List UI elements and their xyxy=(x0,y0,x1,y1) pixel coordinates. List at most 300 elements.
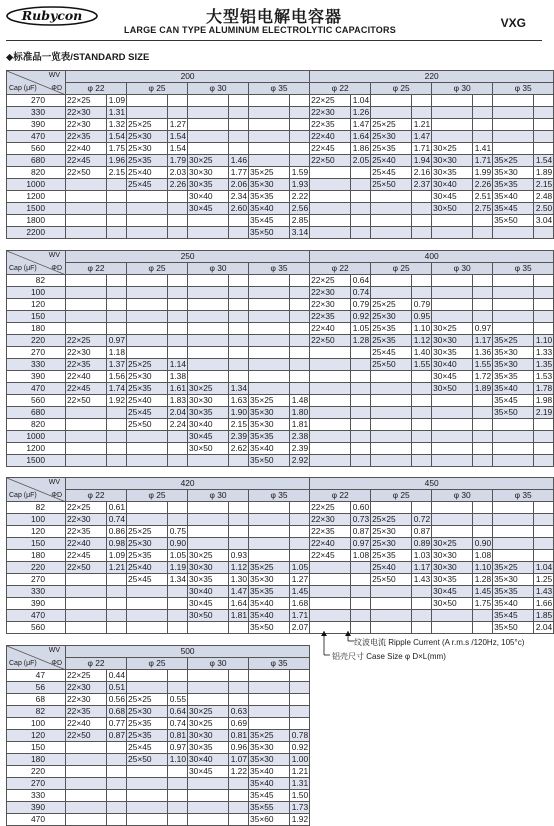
ripple-current-cell: 1.05 xyxy=(168,550,188,562)
ripple-current-cell: 1.98 xyxy=(534,395,554,407)
ripple-current-cell xyxy=(168,586,188,598)
case-size-cell: 35×45 xyxy=(493,610,534,622)
ripple-current-cell xyxy=(473,431,493,443)
capacitance-cell: 470 xyxy=(7,383,66,395)
case-size-cell: 22×40 xyxy=(66,718,107,730)
ripple-current-cell: 1.04 xyxy=(534,562,554,574)
case-size-cell: 35×25 xyxy=(249,730,290,742)
case-size-cell: 22×35 xyxy=(310,119,351,131)
case-size-cell xyxy=(493,502,534,514)
case-size-cell xyxy=(432,215,473,227)
case-size-cell xyxy=(310,167,351,179)
case-size-cell xyxy=(66,275,107,287)
case-size-cell xyxy=(432,455,473,467)
case-size-cell: 22×40 xyxy=(310,323,351,335)
ripple-current-cell xyxy=(168,95,188,107)
ripple-current-cell xyxy=(412,443,432,455)
table-row xyxy=(7,167,554,179)
table-row xyxy=(7,119,554,131)
ripple-current-cell: 2.51 xyxy=(473,191,493,203)
ripple-current-cell xyxy=(351,191,371,203)
ripple-current-cell xyxy=(107,299,127,311)
case-size-cell xyxy=(493,514,534,526)
header-divider xyxy=(6,40,542,41)
ripple-current-cell: 0.79 xyxy=(351,299,371,311)
ripple-current-cell: 1.33 xyxy=(534,347,554,359)
case-size-cell: 22×30 xyxy=(310,514,351,526)
ripple-current-cell: 1.00 xyxy=(290,754,310,766)
ripple-current-cell xyxy=(290,550,310,562)
case-size-cell xyxy=(127,778,168,790)
case-size-cell xyxy=(188,287,229,299)
case-size-cell xyxy=(432,107,473,119)
case-size-cell: 30×30 xyxy=(188,730,229,742)
corner-diameter-label: ΦD xyxy=(51,660,62,667)
table-row xyxy=(7,802,310,814)
case-size-cell xyxy=(310,227,351,239)
corner-cap-label: Cap (μF) xyxy=(9,265,37,272)
table-row xyxy=(7,95,554,107)
diameter-header: φ 30 xyxy=(432,263,493,275)
ripple-current-cell xyxy=(290,323,310,335)
case-size-cell xyxy=(188,814,229,826)
table-row xyxy=(7,383,554,395)
capacitance-cell: 270 xyxy=(7,778,66,790)
ripple-current-cell: 0.74 xyxy=(168,718,188,730)
diameter-header: φ 22 xyxy=(310,263,371,275)
ripple-current-cell: 1.27 xyxy=(290,574,310,586)
ripple-current-cell xyxy=(290,371,310,383)
voltage-header: 420 xyxy=(66,478,310,490)
case-size-cell: 30×35 xyxy=(432,167,473,179)
ripple-current-cell xyxy=(107,802,127,814)
ripple-current-cell: 2.50 xyxy=(534,203,554,215)
ripple-current-cell: 1.80 xyxy=(290,407,310,419)
ripple-current-cell xyxy=(534,514,554,526)
case-size-cell: 25×50 xyxy=(371,359,412,371)
ripple-current-cell: 1.30 xyxy=(229,574,249,586)
ripple-current-cell: 0.98 xyxy=(107,538,127,550)
ripple-current-cell xyxy=(473,395,493,407)
diameter-header: φ 30 xyxy=(432,490,493,502)
diameter-header: φ 25 xyxy=(127,263,188,275)
ripple-current-cell xyxy=(168,335,188,347)
case-size-cell xyxy=(493,550,534,562)
ripple-current-cell: 1.10 xyxy=(473,562,493,574)
case-size-cell: 30×40 xyxy=(432,179,473,191)
case-size-cell xyxy=(127,443,168,455)
capacitance-cell: 820 xyxy=(7,167,66,179)
ripple-current-cell xyxy=(168,766,188,778)
ripple-current-cell xyxy=(473,287,493,299)
capacitance-cell: 1500 xyxy=(7,455,66,467)
ripple-current-cell xyxy=(107,311,127,323)
ripple-current-cell xyxy=(290,670,310,682)
ripple-current-cell xyxy=(412,191,432,203)
table-row xyxy=(7,311,554,323)
ripple-current-cell: 0.87 xyxy=(351,526,371,538)
case-size-cell xyxy=(188,778,229,790)
case-size-cell: 30×50 xyxy=(432,383,473,395)
ripple-current-cell xyxy=(107,814,127,826)
case-size-cell: 25×40 xyxy=(127,167,168,179)
diameter-header: φ 30 xyxy=(432,83,493,95)
case-size-cell: 35×30 xyxy=(493,167,534,179)
ripple-current-cell: 0.63 xyxy=(229,706,249,718)
ripple-current-cell: 2.39 xyxy=(290,443,310,455)
ripple-current-cell xyxy=(351,371,371,383)
ripple-current-cell: 1.45 xyxy=(473,586,493,598)
case-size-cell xyxy=(188,131,229,143)
capacitance-cell: 220 xyxy=(7,766,66,778)
capacitance-cell: 120 xyxy=(7,526,66,538)
ripple-current-cell xyxy=(473,502,493,514)
ripple-current-cell xyxy=(290,95,310,107)
case-size-cell: 22×40 xyxy=(66,538,107,550)
case-size-cell: 30×40 xyxy=(188,586,229,598)
case-size-cell: 35×45 xyxy=(493,395,534,407)
ripple-current-cell: 1.22 xyxy=(229,766,249,778)
ripple-current-cell: 1.55 xyxy=(473,359,493,371)
ripple-current-cell xyxy=(290,299,310,311)
case-size-cell: 25×35 xyxy=(371,323,412,335)
ripple-current-cell: 1.81 xyxy=(229,610,249,622)
case-size-cell xyxy=(66,586,107,598)
case-size-cell: 30×35 xyxy=(188,742,229,754)
case-size-cell: 35×55 xyxy=(249,802,290,814)
ripple-current-cell: 1.50 xyxy=(290,790,310,802)
ripple-current-cell: 1.47 xyxy=(412,131,432,143)
ripple-current-cell xyxy=(290,359,310,371)
table-row xyxy=(7,574,554,586)
ripple-current-cell xyxy=(168,215,188,227)
case-size-cell xyxy=(249,311,290,323)
case-size-cell: 35×30 xyxy=(249,407,290,419)
ripple-current-cell: 1.08 xyxy=(473,550,493,562)
ripple-current-cell: 1.12 xyxy=(412,335,432,347)
case-size-cell: 35×40 xyxy=(493,383,534,395)
case-size-cell: 30×25 xyxy=(188,706,229,718)
ripple-current-cell xyxy=(412,371,432,383)
ripple-current-cell xyxy=(351,431,371,443)
ripple-current-cell xyxy=(107,443,127,455)
case-size-cell xyxy=(432,502,473,514)
case-size-cell: 22×40 xyxy=(310,131,351,143)
ripple-current-cell: 1.09 xyxy=(107,95,127,107)
legend-ripple-current: 纹波电流 Ripple Current (A r.m.s /120Hz, 105°c) xyxy=(354,638,525,647)
ripple-current-cell xyxy=(473,95,493,107)
case-size-cell xyxy=(249,502,290,514)
voltage-header-row xyxy=(7,478,554,490)
case-size-cell: 35×40 xyxy=(249,443,290,455)
case-size-cell xyxy=(249,550,290,562)
ripple-current-cell: 1.03 xyxy=(412,550,432,562)
ripple-current-cell: 1.36 xyxy=(473,347,493,359)
capacitance-cell: 82 xyxy=(7,275,66,287)
capacitance-cell: 82 xyxy=(7,502,66,514)
ripple-current-cell xyxy=(107,407,127,419)
case-size-cell: 25×35 xyxy=(371,550,412,562)
table-row xyxy=(7,191,554,203)
case-size-cell xyxy=(66,790,107,802)
case-size-cell: 22×25 xyxy=(66,670,107,682)
case-size-cell xyxy=(188,538,229,550)
case-size-cell xyxy=(249,538,290,550)
ripple-current-cell: 2.26 xyxy=(473,179,493,191)
case-size-cell: 35×50 xyxy=(249,622,290,634)
ripple-current-cell: 1.04 xyxy=(351,95,371,107)
ripple-current-cell: 1.21 xyxy=(412,119,432,131)
ripple-current-cell: 0.95 xyxy=(412,311,432,323)
capacitance-cell: 330 xyxy=(7,790,66,802)
ripple-current-cell xyxy=(107,419,127,431)
diameter-header: φ 25 xyxy=(371,83,432,95)
ripple-current-cell: 0.64 xyxy=(168,706,188,718)
ripple-current-cell: 1.77 xyxy=(229,167,249,179)
diameter-header: φ 22 xyxy=(66,83,127,95)
ripple-current-cell: 1.21 xyxy=(107,562,127,574)
capacitance-cell: 150 xyxy=(7,742,66,754)
case-size-cell xyxy=(371,598,412,610)
case-size-cell xyxy=(493,311,534,323)
ripple-current-cell xyxy=(473,455,493,467)
table-row xyxy=(7,179,554,191)
ripple-current-cell: 1.47 xyxy=(351,119,371,131)
corner-cell xyxy=(7,71,66,95)
corner-diameter-label: ΦD xyxy=(51,265,62,272)
capacitance-cell: 470 xyxy=(7,814,66,826)
ripple-current-cell: 1.09 xyxy=(107,550,127,562)
ripple-current-cell: 1.45 xyxy=(290,586,310,598)
ripple-current-cell: 0.97 xyxy=(107,335,127,347)
case-size-cell xyxy=(188,107,229,119)
corner-cap-label: Cap (μF) xyxy=(9,492,37,499)
ripple-current-cell: 2.03 xyxy=(168,167,188,179)
capacitance-cell: 330 xyxy=(7,586,66,598)
ripple-current-cell: 2.56 xyxy=(290,203,310,215)
case-size-cell xyxy=(66,622,107,634)
ripple-current-cell: 0.64 xyxy=(351,275,371,287)
ripple-current-cell: 0.60 xyxy=(351,502,371,514)
ripple-current-cell: 1.27 xyxy=(168,119,188,131)
ripple-current-cell xyxy=(534,131,554,143)
case-size-cell xyxy=(66,299,107,311)
voltage-header: 250 xyxy=(66,251,310,263)
case-size-cell xyxy=(371,502,412,514)
ripple-current-cell xyxy=(229,682,249,694)
case-size-cell xyxy=(249,275,290,287)
ripple-current-cell xyxy=(534,550,554,562)
case-size-cell xyxy=(371,586,412,598)
case-size-cell xyxy=(493,443,534,455)
ripple-current-cell: 2.26 xyxy=(168,179,188,191)
ripple-current-cell: 1.40 xyxy=(412,347,432,359)
diameter-header-row xyxy=(7,490,554,502)
case-size-cell: 25×50 xyxy=(371,574,412,586)
ripple-current-cell: 1.37 xyxy=(107,359,127,371)
case-size-cell xyxy=(127,598,168,610)
ripple-current-cell xyxy=(290,538,310,550)
case-size-cell: 35×50 xyxy=(249,227,290,239)
case-size-cell: 35×35 xyxy=(249,586,290,598)
ripple-current-cell: 1.17 xyxy=(412,562,432,574)
diameter-header: φ 30 xyxy=(188,83,249,95)
case-size-cell xyxy=(371,371,412,383)
ripple-current-cell xyxy=(290,718,310,730)
case-size-cell xyxy=(127,347,168,359)
case-size-cell: 25×35 xyxy=(127,155,168,167)
case-size-cell: 25×30 xyxy=(127,143,168,155)
ripple-current-cell xyxy=(229,323,249,335)
table-row xyxy=(7,526,554,538)
case-size-cell: 22×40 xyxy=(66,143,107,155)
ripple-current-cell: 1.08 xyxy=(351,550,371,562)
ripple-current-cell: 0.81 xyxy=(168,730,188,742)
ripple-current-cell xyxy=(534,443,554,455)
ripple-current-cell xyxy=(290,143,310,155)
diameter-header: φ 35 xyxy=(249,658,310,670)
ripple-current-cell: 1.59 xyxy=(290,167,310,179)
ripple-current-cell: 1.92 xyxy=(290,814,310,826)
ripple-current-cell xyxy=(290,131,310,143)
ripple-current-cell xyxy=(168,670,188,682)
ripple-current-cell xyxy=(412,395,432,407)
case-size-cell xyxy=(432,514,473,526)
ripple-current-cell: 0.87 xyxy=(412,526,432,538)
case-size-cell xyxy=(249,694,290,706)
diameter-header: φ 22 xyxy=(310,490,371,502)
ripple-current-cell: 2.15 xyxy=(107,167,127,179)
ripple-current-cell xyxy=(229,311,249,323)
table-row xyxy=(7,706,310,718)
ripple-current-cell: 1.10 xyxy=(412,323,432,335)
case-size-cell: 35×25 xyxy=(493,562,534,574)
case-size-cell: 35×40 xyxy=(249,203,290,215)
case-size-cell xyxy=(188,275,229,287)
case-size-cell: 35×40 xyxy=(249,778,290,790)
case-size-cell xyxy=(249,706,290,718)
case-size-cell: 22×35 xyxy=(66,706,107,718)
diameter-header: φ 35 xyxy=(493,83,554,95)
corner-cell xyxy=(7,251,66,275)
ripple-current-cell: 1.47 xyxy=(229,586,249,598)
case-size-cell xyxy=(493,107,534,119)
case-size-cell xyxy=(66,598,107,610)
table-row xyxy=(7,419,554,431)
diameter-header: φ 22 xyxy=(310,83,371,95)
corner-cap-label: Cap (μF) xyxy=(9,660,37,667)
case-size-cell: 22×50 xyxy=(66,167,107,179)
case-size-cell: 22×30 xyxy=(310,299,351,311)
ripple-current-cell xyxy=(534,275,554,287)
case-size-cell: 30×40 xyxy=(188,191,229,203)
case-size-cell xyxy=(188,359,229,371)
case-size-cell: 30×50 xyxy=(188,443,229,455)
ripple-current-cell xyxy=(168,622,188,634)
ripple-current-cell: 1.85 xyxy=(534,610,554,622)
ripple-current-cell: 2.15 xyxy=(534,179,554,191)
ripple-current-cell: 1.75 xyxy=(473,598,493,610)
diameter-header: φ 25 xyxy=(127,490,188,502)
ripple-current-cell: 1.54 xyxy=(534,155,554,167)
case-size-cell xyxy=(371,610,412,622)
table-250v-400v xyxy=(6,250,554,467)
case-size-cell: 25×50 xyxy=(127,419,168,431)
case-size-cell xyxy=(249,371,290,383)
ripple-current-cell xyxy=(412,419,432,431)
ripple-current-cell xyxy=(351,203,371,215)
case-size-cell: 30×35 xyxy=(432,574,473,586)
ripple-current-cell xyxy=(229,107,249,119)
ripple-current-cell xyxy=(168,299,188,311)
ripple-current-cell: 1.89 xyxy=(473,383,493,395)
ripple-current-cell xyxy=(412,610,432,622)
ripple-current-cell xyxy=(168,610,188,622)
case-size-cell xyxy=(310,407,351,419)
capacitance-cell: 180 xyxy=(7,754,66,766)
case-size-cell xyxy=(493,119,534,131)
ripple-current-cell: 0.86 xyxy=(107,526,127,538)
case-size-cell: 35×40 xyxy=(249,610,290,622)
diameter-header: φ 25 xyxy=(371,490,432,502)
case-size-cell: 30×25 xyxy=(188,155,229,167)
case-size-cell: 25×35 xyxy=(127,730,168,742)
ripple-current-cell xyxy=(290,347,310,359)
case-size-cell xyxy=(66,287,107,299)
ripple-current-cell: 1.38 xyxy=(168,371,188,383)
ripple-current-cell xyxy=(107,215,127,227)
ripple-current-cell xyxy=(351,610,371,622)
case-size-cell xyxy=(188,694,229,706)
ripple-current-cell: 1.54 xyxy=(168,131,188,143)
diameter-header: φ 35 xyxy=(493,263,554,275)
ripple-current-cell xyxy=(473,514,493,526)
case-size-cell xyxy=(127,227,168,239)
ripple-current-cell xyxy=(473,610,493,622)
case-size-cell: 30×45 xyxy=(432,586,473,598)
case-size-cell: 30×30 xyxy=(432,335,473,347)
ripple-current-cell xyxy=(290,275,310,287)
case-size-cell xyxy=(127,95,168,107)
case-size-cell: 25×25 xyxy=(127,694,168,706)
ripple-current-cell: 0.90 xyxy=(168,538,188,550)
capacitance-cell: 390 xyxy=(7,371,66,383)
corner-wv-label: WV xyxy=(48,647,60,654)
ripple-current-cell xyxy=(534,119,554,131)
case-size-cell xyxy=(127,335,168,347)
case-size-cell xyxy=(127,766,168,778)
ripple-current-cell: 0.75 xyxy=(168,526,188,538)
case-size-cell xyxy=(249,143,290,155)
case-size-cell: 35×35 xyxy=(493,179,534,191)
case-size-cell xyxy=(188,227,229,239)
case-size-cell xyxy=(66,203,107,215)
case-size-cell xyxy=(432,395,473,407)
case-size-cell xyxy=(188,311,229,323)
ripple-current-cell: 1.07 xyxy=(229,754,249,766)
case-size-cell xyxy=(493,95,534,107)
case-size-cell: 35×25 xyxy=(493,155,534,167)
case-size-cell: 22×45 xyxy=(66,550,107,562)
ripple-current-cell: 1.56 xyxy=(107,371,127,383)
ripple-current-cell xyxy=(107,287,127,299)
ripple-current-cell xyxy=(473,119,493,131)
case-size-cell xyxy=(188,215,229,227)
capacitance-cell: 150 xyxy=(7,538,66,550)
ripple-current-cell xyxy=(351,443,371,455)
case-size-cell xyxy=(66,766,107,778)
ripple-current-cell: 2.04 xyxy=(168,407,188,419)
